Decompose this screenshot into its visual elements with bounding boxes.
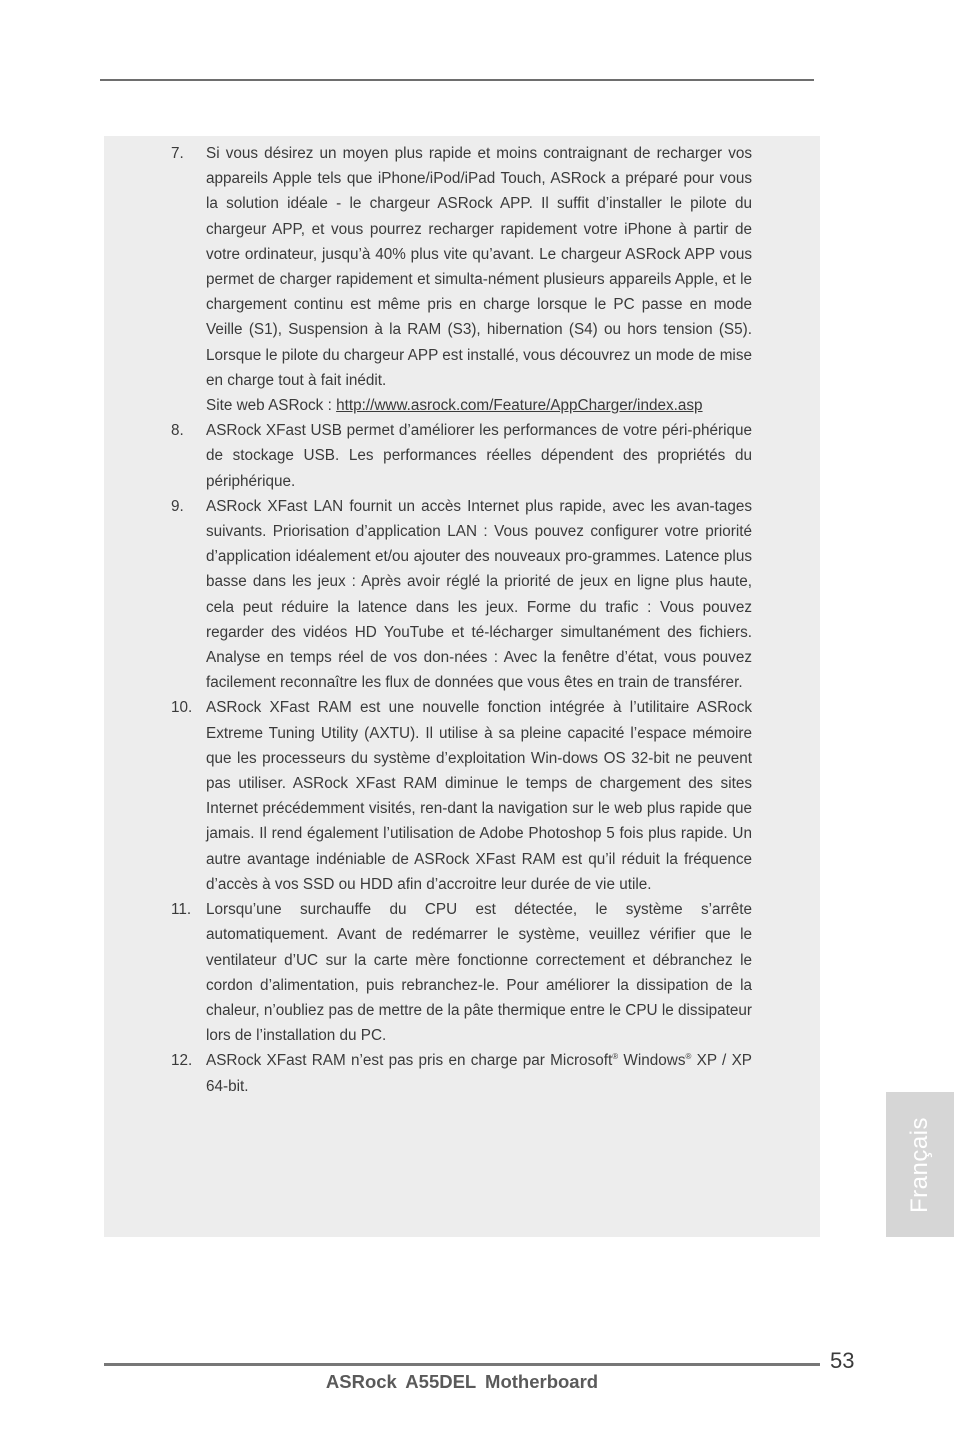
item-number: 9. [171, 497, 184, 515]
app-charger-link[interactable]: http://www.asrock.com/Feature/AppCharger/index.asp [336, 397, 703, 415]
list-item [168, 494, 752, 696]
item-text: ASRock XFast USB permet d’améliorer les performances de votre péri-phérique de stockage USB. Les performances réelles dépendent des propriétés du périphérique. [206, 422, 752, 490]
item-text [206, 1048, 752, 1098]
language-tab [886, 1092, 954, 1237]
site-note [206, 393, 752, 418]
registered-mark: ® [685, 1052, 692, 1062]
item-text-part: ASRock XFast RAM n’est pas pris en charge par Microsoft [206, 1052, 613, 1070]
footer-title: ASRock A55DEL Motherboard [325, 1371, 599, 1392]
list-item [168, 141, 752, 418]
item-text: ASRock XFast RAM est une nouvelle fonction intégrée à l’utilitaire ASRock Extreme Tuning Utility (AXTU). Il utilise à sa pleine capacité l’espace mémoire que les processeurs du système d’exploitation Win-dows OS 32-bit ne peuvent pas utiliser. ASRock XFast RAM diminue le temps de chargement des sites Internet précédemment visités, ren-dant la navigation sur le web plus rapide que jamais. Il rend également l’utilisation de Adobe Photoshop 5 fois plus rapide. Un autre avantage indéniable de ASRock XFast RAM est qu’il réduit la fréquence d’accès à vos SSD ou HDD afin d’accroitre leur durée de vie utile. [206, 699, 752, 893]
list-item [168, 695, 752, 897]
feature-list [168, 141, 752, 1099]
item-number: 7. [171, 145, 184, 162]
item-text: Si vous désirez un moyen plus rapide et moins contraignant de recharger vos appareils Apple tels que iPhone/iPod/iPad Touch, ASRock a préparé pour vous la solution idéale - le chargeur ASRock APP. Il suffit d’installer le pilote du chargeur APP, et vous pourrez recharger rapidement votre iPhone à partir de votre ordinateur, jusqu’à 40% plus vite qu’avant. Le chargeur ASRock APP vous permet de charger rapidement et simulta-nément plusieurs appareils Apple, et le chargement continu est même pris en charge lorsque le PC passe en mode Veille (S1), Suspension à la RAM (S3), hibernation (S4) ou hors tension (S5). Lorsque le pilote du chargeur APP est installé, vous découvrez un mode de mise en charge tout à fait inédit. [206, 145, 752, 389]
footer-divider [104, 1363, 820, 1366]
item-text-part: XP / XP 64-bit. [206, 1052, 752, 1095]
registered-mark: ® [612, 1052, 619, 1062]
item-text-part: Windows [618, 1052, 686, 1070]
header-divider [100, 79, 814, 81]
list-item [168, 418, 752, 494]
site-label: Site web ASRock : [206, 397, 337, 415]
item-number: 11. [171, 901, 192, 919]
item-number: 10. [171, 699, 193, 717]
list-item [168, 897, 752, 1048]
language-label: Français [906, 1116, 933, 1213]
item-number: 8. [171, 422, 184, 440]
page-number: 53 [830, 1348, 855, 1373]
item-text: Lorsqu’une surchauffe du CPU est détectée, le système s’arrête automatiquement. Avant de redémarrer le système, veuillez vérifier que le ventilateur d’UC sur la carte mère fonctionne correctement et débranchez le cordon d’alimentation, puis rebranchez-le. Pour améliorer la dissipation de la chaleur, n’oubliez pas de mettre de la pâte thermique entre le CPU le dissipateur lors de l’installation du PC. [206, 901, 752, 1045]
list-item [168, 1048, 752, 1098]
item-number: 12. [171, 1052, 193, 1070]
item-text: ASRock XFast LAN fournit un accès Internet plus rapide, avec les avan-tages suivants. Priorisation d’application LAN : Vous pouvez configurer votre priorité d’application idéalement et/ou ajouter des nouveaux pro-grammes. Latence plus basse dans les jeux : Après avoir réglé la priorité de jeux en ligne plus haute, cela peut réduire la latence dans les jeux. Forme du trafic : Vous pouvez regarder des vidéos HD YouTube et té-lécharger simultanément des fichiers. Analyse en temps réel de vos don-nées : Avec la fenêtre d’état, vous pouvez facilement reconnaître les flux de données que vous êtes en train de transférer. [206, 497, 752, 692]
